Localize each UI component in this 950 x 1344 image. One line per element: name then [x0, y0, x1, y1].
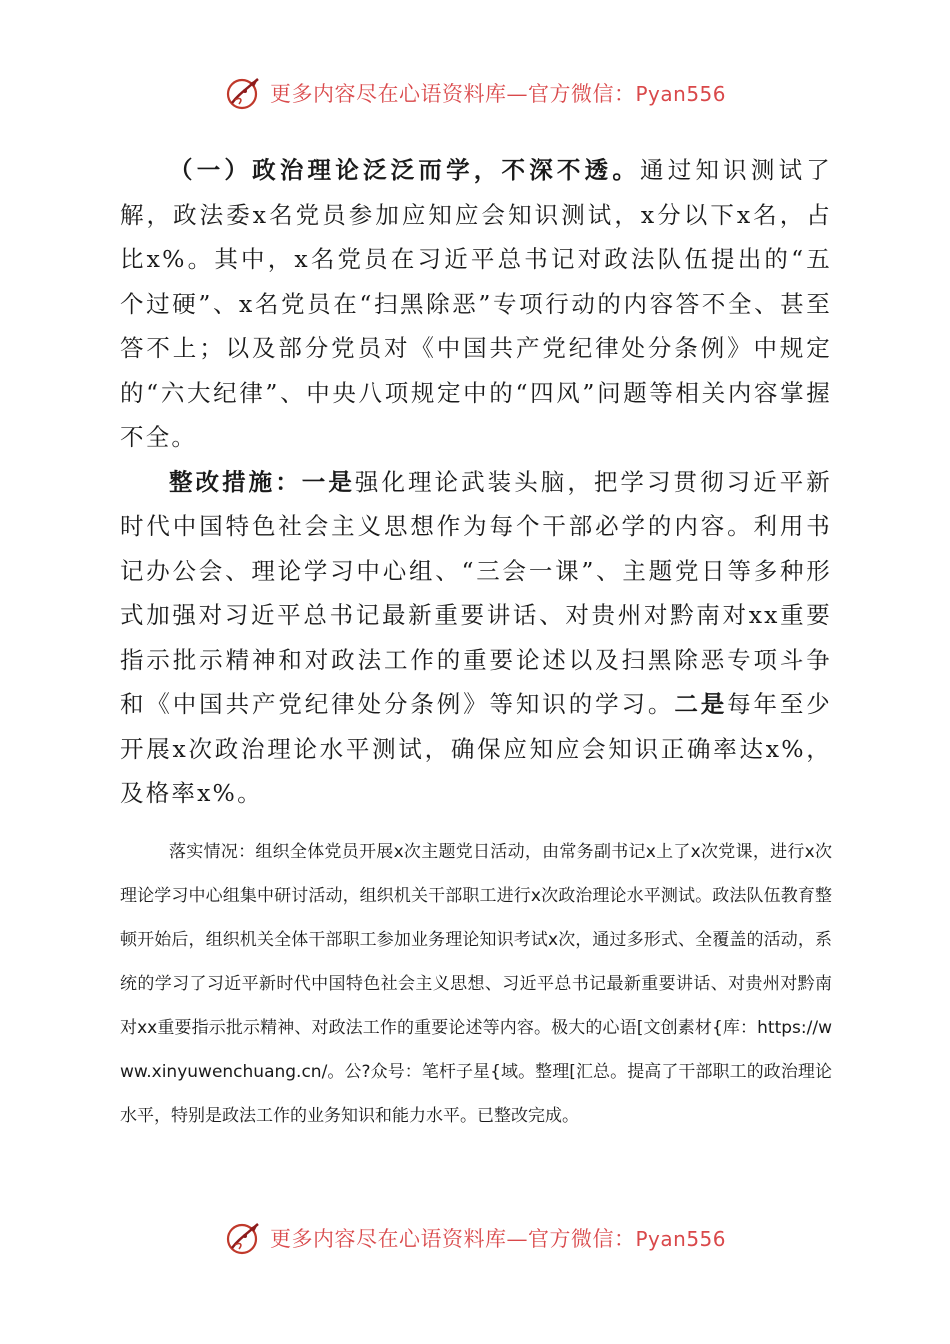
- measures-label: 整改措施：: [169, 467, 302, 496]
- footer-watermark-banner: [0, 1216, 950, 1260]
- measure-1-text: 强化理论武装头脑，把学习贯彻习近平新时代中国特色社会主义思想作为每个干部必学的内容。利用书记办公会、理论学习中心组、“三会一课”、主题党日等多种形式加强对习近平总书记最新重要讲话、对贵州对黔南对xx重要指示批示精神和对政法工作的重要论述以及扫黑除恶专项斗争和《中国共产党纪律处分条例》等知识的学习。: [120, 467, 832, 718]
- banner-text: 更多内容尽在心语资料库—官方微信：Pyan556: [269, 82, 726, 106]
- implementation-paragraph: 落实情况：组织全体党员开展x次主题党日活动，由常务副书记x上了x次党课，进行x次理论学习中心组集中研讨活动，组织机关干部职工进行x次政治理论水平测试。政法队伍教育整顿开始后，组织机关全体干部职工参加业务理论知识考试x次，通过多形式、全覆盖的活动，系统的学习了习近平新时代中国特色社会主义思想、习近平总书记最新重要讲话、对贵州对黔南对xx重要指示批示精神、对政法工作的重要论述等内容。极大的心语[文创素材{库：https://www.xinyuwenchuang.cn/。公?众号：笔杆子星{域。整理[汇总。提高了干部职工的政治理论水平，特别是政法工作的业务知识和能力水平。已整改完成。: [120, 841, 832, 1126]
- banner-text: 更多内容尽在心语资料库—官方微信：Pyan556: [269, 1227, 726, 1251]
- header-watermark-banner: [0, 71, 950, 115]
- section-1-heading: （一）政治理论泛泛而学，不深不透。: [169, 156, 641, 184]
- document-body: [120, 148, 832, 1155]
- section-1-body: 通过知识测试了解，政法委x名党员参加应知应会知识测试，x分以下x名，占比x%。其中，x名党员在习近平总书记对政法队伍提出的“五个过硬”、x名党员在“扫黑除恶”专项行动的内容答不全、甚至答不上；以及部分党员对《中国共产党纪律处分条例》中规定的“六大纪律”、中央八项规定中的“四风”问题等相关内容掌握不全。: [120, 156, 832, 451]
- measure-1-label: 一是: [301, 467, 355, 496]
- measure-2-label: 二是: [674, 690, 728, 718]
- pen-logo-icon: [224, 73, 264, 113]
- section-1-paragraph: [120, 148, 832, 460]
- measures-paragraph: [120, 460, 832, 816]
- pen-logo-icon: [224, 1218, 264, 1258]
- measure-2-text: 每年至少开展x次政治理论水平测试，确保应知应会知识正确率达x%，及格率x%。: [120, 690, 832, 807]
